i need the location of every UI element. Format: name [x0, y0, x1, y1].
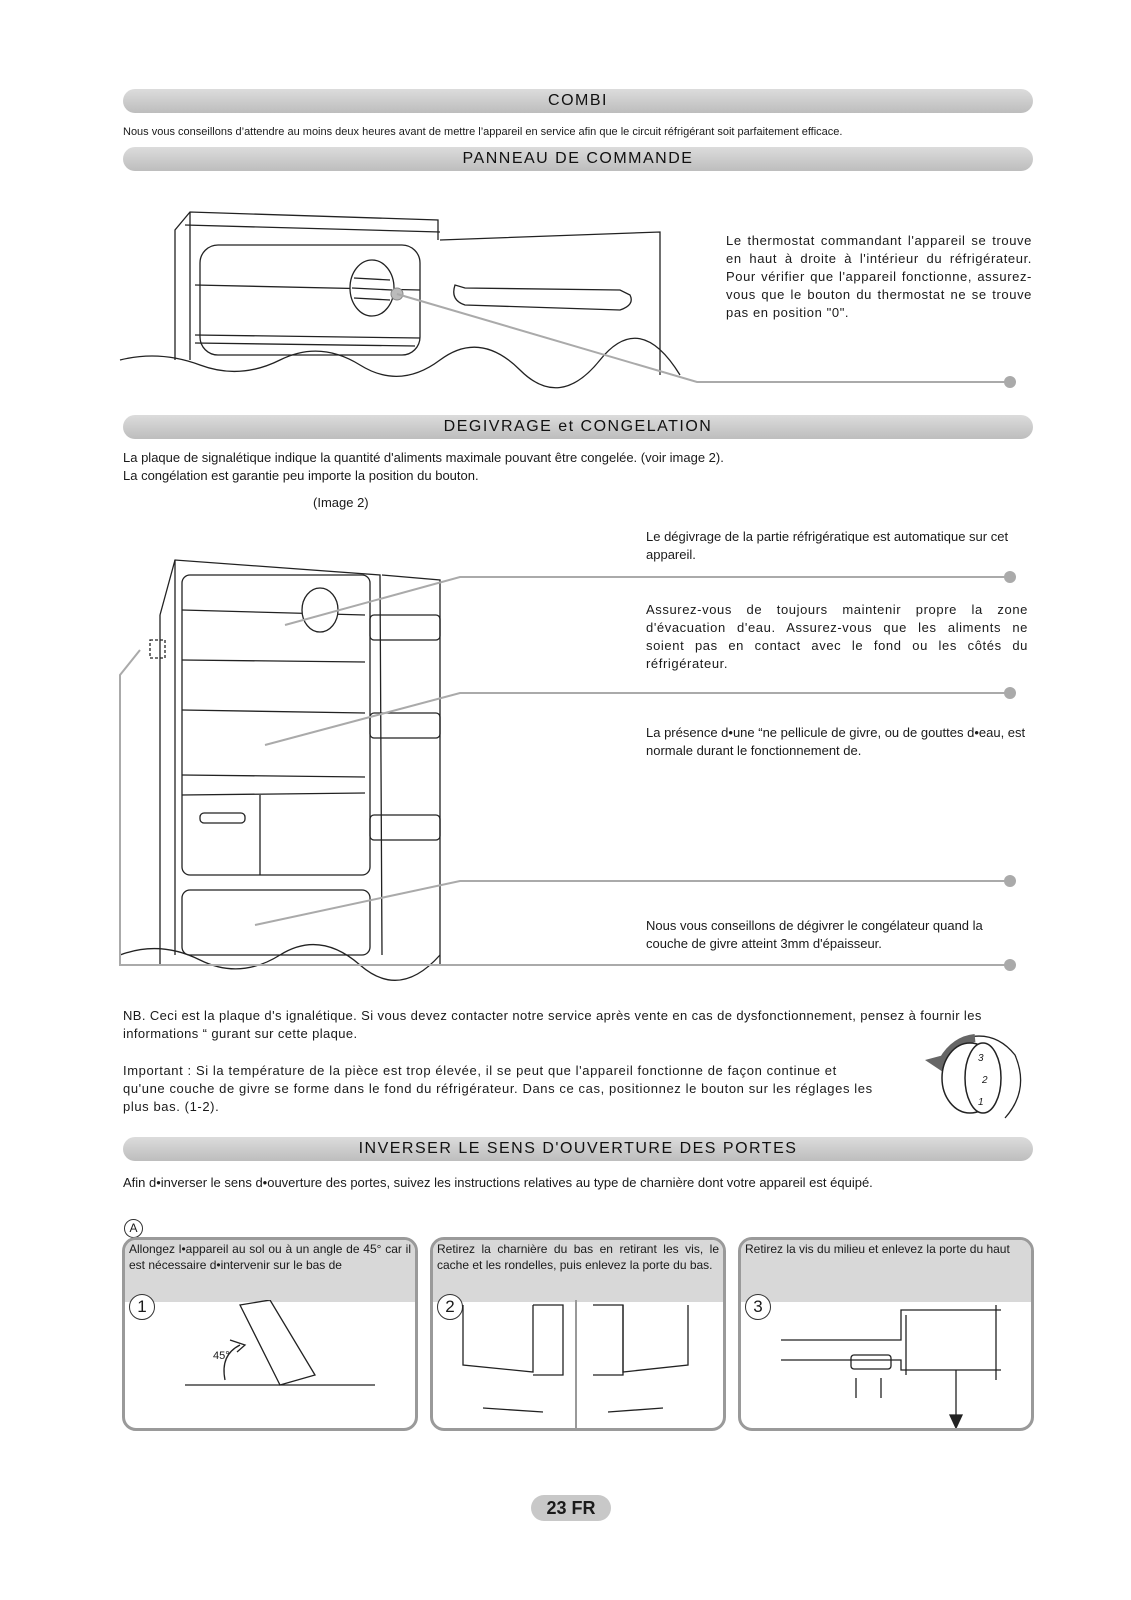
callout-drain: Assurez-vous de toujours maintenir propre la zone d'évacuation d'eau. Assurez-vous que les aliments ne soient pas en contact avec le fond ou les côtés du réfrigérateur. — [646, 602, 1028, 671]
hinge-type-label: A — [124, 1219, 143, 1238]
nb-text: NB. Ceci est la plaque d's ignalétique. Si vous devez contacter notre service après vente en cas de dysfonctionnement, pensez à fournir les informations “ gurant sur cette plaque. — [123, 1008, 982, 1041]
callout-frost: La présence d•une “ne pellicule de givre, ou de gouttes d•eau, est normale durant le fonctionnement de. — [646, 725, 1026, 758]
middle-hinge-illustration — [741, 1300, 1031, 1428]
step-1-number: 1 — [129, 1294, 155, 1320]
defrost-intro-2: La congélation est garantie peu importe la position du bouton. — [123, 468, 479, 483]
defrost-intro-1: La plaque de signalétique indique la quantité d'aliments maximale pouvant être congelée. (voir image 2). — [123, 450, 724, 465]
knob-label-2: 2 — [982, 1075, 988, 1086]
step-1-angle-label: 45° — [213, 1350, 230, 1362]
step-3-number: 3 — [745, 1294, 771, 1320]
image-caption: (Image 2) — [313, 495, 369, 510]
section-title-combi: COMBI — [123, 89, 1033, 113]
section-title-reverse-doors: INVERSER LE SENS D'OUVERTURE DES PORTES — [123, 1137, 1033, 1161]
step-panel-1 — [122, 1237, 418, 1431]
section-title-defrost: DEGIVRAGE et CONGELATION — [123, 415, 1033, 439]
important-text: Important : Si la température de la pièce est trop élevée, il se peut que l'appareil fonctionne de façon continue et qu'une couche de givre se forme dans le fond du réfrigérateur. Dans ce cas, positionnez le bouton sur les réglages les plus bas. (1-2). — [123, 1063, 873, 1114]
hinge-removal-illustration — [433, 1300, 723, 1428]
knob-label-3: 3 — [978, 1053, 984, 1064]
step-2-number: 2 — [437, 1294, 463, 1320]
step-2-text: Retirez la charnière du bas en retirant les vis, le cache et les rondelles, puis enlevez la porte du bas. — [433, 1240, 723, 1302]
step-panel-2 — [430, 1237, 726, 1431]
step-1-text: Allongez l•appareil au sol ou à un angle de 45° car il est nécessaire d•intervenir sur le bas de — [125, 1240, 415, 1302]
section-title-control-panel: PANNEAU DE COMMANDE — [123, 147, 1033, 171]
page-number: 23 FR — [531, 1495, 611, 1521]
callout-auto-defrost: Le dégivrage de la partie réfrigératique est automatique sur cet appareil. — [646, 529, 1009, 562]
combi-text: Nous vous conseillons d’attendre au moins deux heures avant de mettre l’appareil en service afin que le circuit réfrigérant soit parfaitement efficace. — [123, 126, 843, 138]
thermostat-text: Le thermostat commandant l'appareil se trouve en haut à droite à l'intérieur du réfrigérateur. Pour vérifier que l'appareil fonctionne, assurez-vous que le bouton du thermostat ne se trouve pas en position "0". — [726, 233, 1032, 320]
fridge-tilt-illustration — [125, 1300, 415, 1428]
callout-freezer: Nous vous conseillons de dégivrer le congélateur quand la couche de givre atteint 3mm d'épaisseur. — [646, 918, 983, 951]
knob-label-1: 1 — [978, 1097, 984, 1108]
step-panel-3 — [738, 1237, 1034, 1431]
step-3-text: Retirez la vis du milieu et enlevez la porte du haut — [741, 1240, 1031, 1302]
reverse-intro: Afin d•inverser le sens d•ouverture des portes, suivez les instructions relatives au type de charnière dont votre appareil est équipé. — [123, 1175, 873, 1190]
